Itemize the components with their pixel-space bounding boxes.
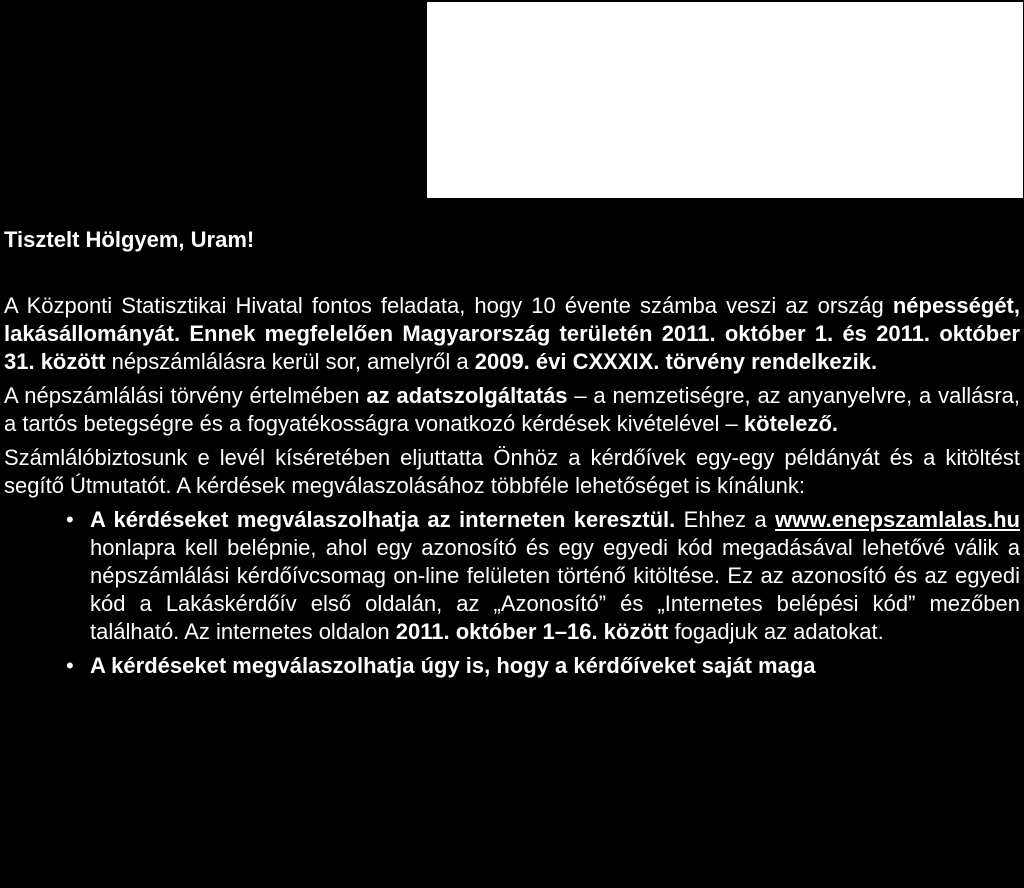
online-option-bold: A kérdéseket megválaszolhatja az interneten keresztül. (90, 507, 676, 532)
law-paragraph (4, 382, 1020, 438)
law-bold-2: kötelező. (743, 411, 839, 436)
list-item (4, 506, 1020, 646)
blank-white-panel (427, 2, 1023, 198)
options-paragraph: Számlálóbiztosunk e levél kíséretében eljuttatta Önhöz a kérdőívek egy-egy példányát és a kitöltést segítő Útmutatót. A kérdések megválaszolásához többféle lehetőséget is kínálunk: (4, 445, 1020, 498)
law-text-2: – a nemzetiségre, az anyanyelvre, a vallásra, a tartós betegségre és a fogyatékosságra vonatkozó kérdések kivételével – (4, 383, 1021, 436)
intro-text-1: A Központi Statisztikai Hivatal fontos feladata, hogy 10 évente számba veszi az ország (4, 293, 893, 318)
paper-option-bold: A kérdéseket megválaszolhatja úgy is, hogy a kérdőíveket saját maga (90, 653, 816, 678)
intro-bold-2: 2009. évi CXXXIX. törvény rendelkezik. (474, 349, 878, 374)
intro-text-2: népszámlálásra kerül sor, amelyről a (105, 349, 475, 374)
letter-body (4, 226, 1020, 686)
bullet-icon: • (66, 507, 74, 532)
intro-bold-1: népességét, lakásállományát. Ennek megfelelően Magyarország területén 2011. október 1. és 2011. október 31. között (4, 293, 1020, 374)
law-text-1: A népszámlálási törvény értelmében (4, 383, 367, 408)
online-option-text-3: fogadjuk az adatokat. (668, 619, 884, 644)
intro-paragraph (4, 292, 1020, 376)
list-item (4, 652, 1020, 680)
bullet-icon: • (66, 653, 74, 678)
online-option-text-2: honlapra kell belépnie, ahol egy azonosító és egy egyedi kód megadásával lehetővé válik a népszámlálási kérdőívcsomag on-line felületen történő kitöltése. Ez az azonosító és az egyedi kód a Lakáskérdőív első oldalán, az „Azonosító” és „Internetes belépési kód” mezőben található. Az internetes oldalon (90, 535, 1020, 644)
online-option-dates: 2011. október 1–16. között (395, 619, 669, 644)
online-option-text-1: Ehhez a (675, 507, 776, 532)
salutation: Tisztelt Hölgyem, Uram! (4, 227, 255, 252)
law-bold-1: az adatszolgáltatás (366, 383, 568, 408)
options-list (4, 506, 1020, 680)
census-website-link[interactable]: www.enepszamlalas.hu (775, 507, 1020, 532)
